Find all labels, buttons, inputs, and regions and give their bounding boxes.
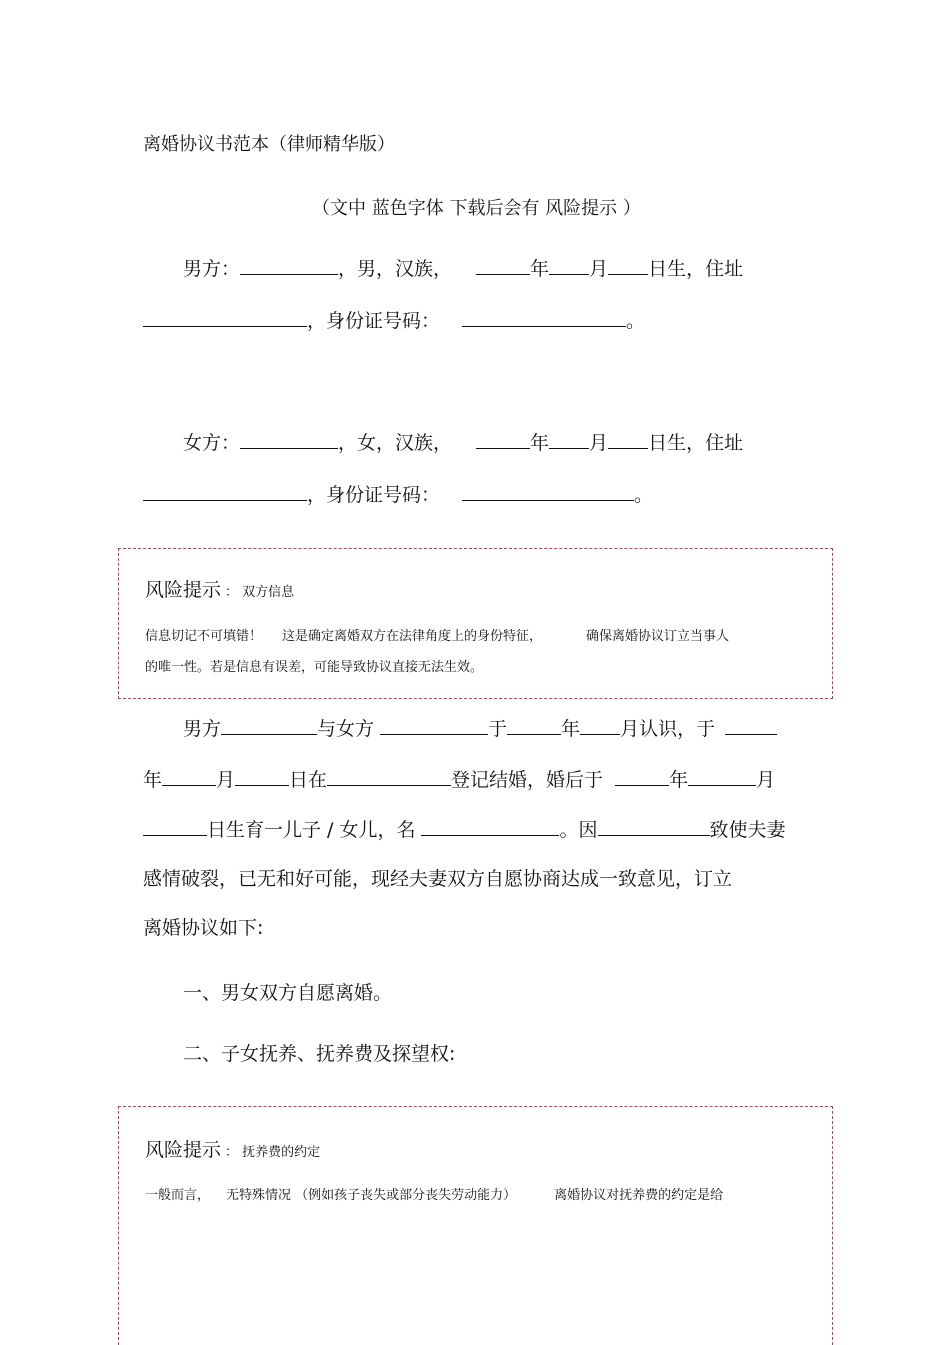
body-text: 月 [216, 769, 236, 791]
day-address-label: 日生，住址 [648, 432, 744, 454]
marriage-day-blank[interactable] [235, 767, 289, 786]
body-text: 男方 [183, 718, 222, 740]
document-subtitle: （文中 蓝色字体 下载后会有 风险提示 ） [312, 198, 641, 219]
meet-year-blank[interactable] [507, 716, 561, 735]
body-text: 月认识，于 [620, 718, 716, 740]
female-id-label: ，身份证号码： [307, 484, 441, 506]
risk-text-part: 这是确定离婚双方在法律角度上的身份特征， [282, 629, 543, 644]
risk-tip-text-line-1 [145, 625, 729, 644]
risk-tip-box-child-support [118, 1106, 833, 1345]
body-text: 与女方 [317, 718, 375, 740]
female-name-blank[interactable] [240, 430, 338, 449]
birth-month-blank[interactable] [688, 767, 756, 786]
period: 。 [634, 484, 654, 506]
female-info-line-2 [143, 480, 653, 507]
body-line-5: 离婚协议如下: [143, 917, 264, 939]
male-id-blank[interactable] [462, 308, 626, 327]
body-line-4: 感情破裂，已无和好可能，现经夫妻双方自愿协商达成一致意见，订立 [143, 868, 733, 890]
female-birth-day-blank[interactable] [608, 430, 648, 449]
day-address-label: 日生，住址 [648, 258, 744, 280]
child-name-blank[interactable] [421, 817, 559, 836]
male-birth-year-blank[interactable] [476, 256, 530, 275]
female-name-blank-2[interactable] [380, 716, 488, 735]
male-gender-ethnicity: ，男，汉族， [338, 258, 453, 280]
female-address-blank[interactable] [143, 482, 307, 501]
risk-tip-title: 风险提示 [145, 1139, 222, 1161]
male-info-line-2 [143, 306, 645, 333]
body-text: 年 [143, 769, 163, 791]
period: 。 [626, 310, 646, 332]
marriage-year-blank[interactable] [725, 716, 777, 735]
female-info-line-1 [183, 428, 743, 455]
risk-tip-text-line-1 [145, 1184, 723, 1203]
male-address-blank[interactable] [143, 308, 307, 327]
body-line-2 [143, 765, 775, 792]
body-line-1 [183, 714, 777, 741]
risk-tip-subtitle: ： 双方信息 [225, 585, 295, 600]
body-text: 月 [756, 769, 776, 791]
body-text: 致使夫妻 [709, 819, 786, 841]
male-name-blank-2[interactable] [221, 716, 317, 735]
male-name-blank[interactable] [240, 256, 338, 275]
body-text: 。因 [559, 819, 598, 841]
risk-text-part: 确保离婚协议订立当事人 [586, 629, 730, 644]
birth-day-blank[interactable] [143, 817, 207, 836]
female-label: 女方： [183, 432, 241, 454]
risk-tip-heading [145, 575, 294, 602]
document-title: 离婚协议书范本（律师精华版） [143, 134, 395, 155]
male-birth-day-blank[interactable] [608, 256, 648, 275]
male-id-label: ，身份证号码： [307, 310, 441, 332]
risk-tip-subtitle: ： 抚养费的约定 [225, 1145, 321, 1160]
risk-tip-heading [145, 1135, 320, 1162]
male-info-line-1 [183, 254, 743, 281]
risk-text-part: 离婚协议对抚养费的约定是给 [554, 1188, 724, 1203]
risk-text-part: 一般而言， [145, 1188, 211, 1203]
male-birth-month-blank[interactable] [549, 256, 589, 275]
body-text: 年 [669, 769, 689, 791]
year-label: 年 [530, 432, 550, 454]
female-id-blank[interactable] [462, 482, 634, 501]
risk-text-part: 信息切记不可填错！ [145, 629, 263, 644]
year-label: 年 [530, 258, 550, 280]
registry-place-blank[interactable] [327, 767, 451, 786]
divorce-reason-blank[interactable] [598, 817, 710, 836]
risk-tip-title: 风险提示 [145, 579, 222, 601]
female-birth-year-blank[interactable] [476, 430, 530, 449]
male-label: 男方： [183, 258, 241, 280]
meet-month-blank[interactable] [580, 716, 620, 735]
body-line-3 [143, 815, 786, 842]
month-label: 月 [589, 432, 609, 454]
marriage-month-blank[interactable] [162, 767, 216, 786]
female-gender-ethnicity: ，女，汉族， [338, 432, 453, 454]
clause-1: 一、男女双方自愿离婚。 [183, 982, 393, 1004]
body-text: 年 [561, 718, 581, 740]
birth-year-blank[interactable] [615, 767, 669, 786]
clause-2: 二、子女抚养、抚养费及探望权: [183, 1043, 456, 1065]
risk-tip-text-line-2: 的唯一性。若是信息有误差，可能导致协议直接无法生效。 [145, 660, 484, 675]
body-text: 于 [488, 718, 508, 740]
body-text: 日在 [289, 769, 328, 791]
female-birth-month-blank[interactable] [549, 430, 589, 449]
body-text: 日生育一儿子 / 女儿，名 [207, 819, 416, 841]
month-label: 月 [589, 258, 609, 280]
risk-text-part: 无特殊情况 （例如孩子丧失或部分丧失劳动能力） [226, 1188, 517, 1203]
body-text: 登记结婚，婚后于 [451, 769, 604, 791]
risk-tip-box-identity [118, 548, 833, 699]
